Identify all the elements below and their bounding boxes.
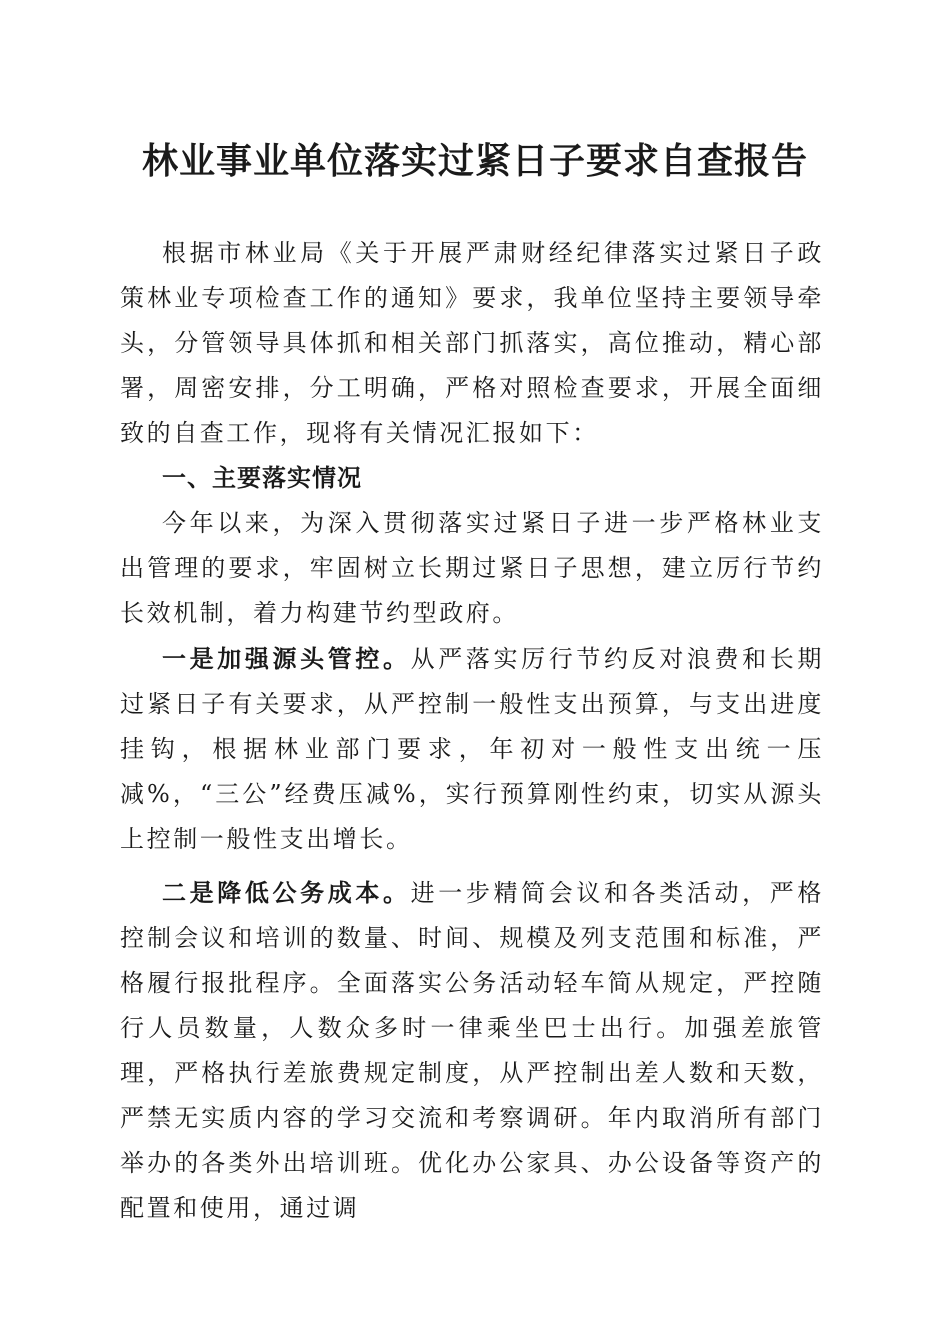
item1-paragraph (120, 636, 824, 862)
item2-lead: 二是降低公务成本。 (162, 878, 411, 907)
section1-intro-paragraph: 今年以来，为深入贯彻落实过紧日子进一步严格林业支出管理的要求，牢固树立长期过紧日子思想，建立厉行节约长效机制，着力构建节约型政府。 (120, 509, 824, 627)
document-body (120, 231, 824, 1231)
item2-paragraph (120, 870, 824, 1231)
document-title: 林业事业单位落实过紧日子要求自查报告 (141, 140, 808, 182)
paragraph-gap (120, 862, 824, 870)
item1-lead: 一是加强源头管控。 (162, 644, 411, 673)
item1-text: 从严落实厉行节约反对浪费和长期过紧日子有关要求，从严控制一般性支出预算，与支出进度挂钩，根据林业部门要求，年初对一般性支出统一压减%，“三公”经费压减%，实行预算刚性约束，切实从源头上控制一般性支出增长。 (120, 645, 825, 853)
section-heading-1: 一、主要落实情况 (162, 464, 362, 492)
item2-text: 进一步精简会议和各类活动，严格控制会议和培训的数量、时间、规模及列支范围和标准，严格履行报批程序。全面落实公务活动轻车简从规定，严控随行人员数量，人数众多时一律乘坐巴士出行。加强差旅管理，严格执行差旅费规定制度，从严控制出差人数和天数，严禁无实质内容的学习交流和考察调研。年内取消所有部门举办的各类外出培训班。优化办公家具、办公设备等资产的配置和使用，通过调 (120, 879, 825, 1222)
intro-paragraph: 根据市林业局《关于开展严肃财经纪律落实过紧日子政策林业专项检查工作的通知》要求，我单位坚持主要领导牵头，分管领导具体抓和相关部门抓落实，高位推动，精心部署，周密安排，分工明确，严格对照检查要求，开展全面细致的自查工作，现将有关情况汇报如下： (120, 239, 824, 447)
